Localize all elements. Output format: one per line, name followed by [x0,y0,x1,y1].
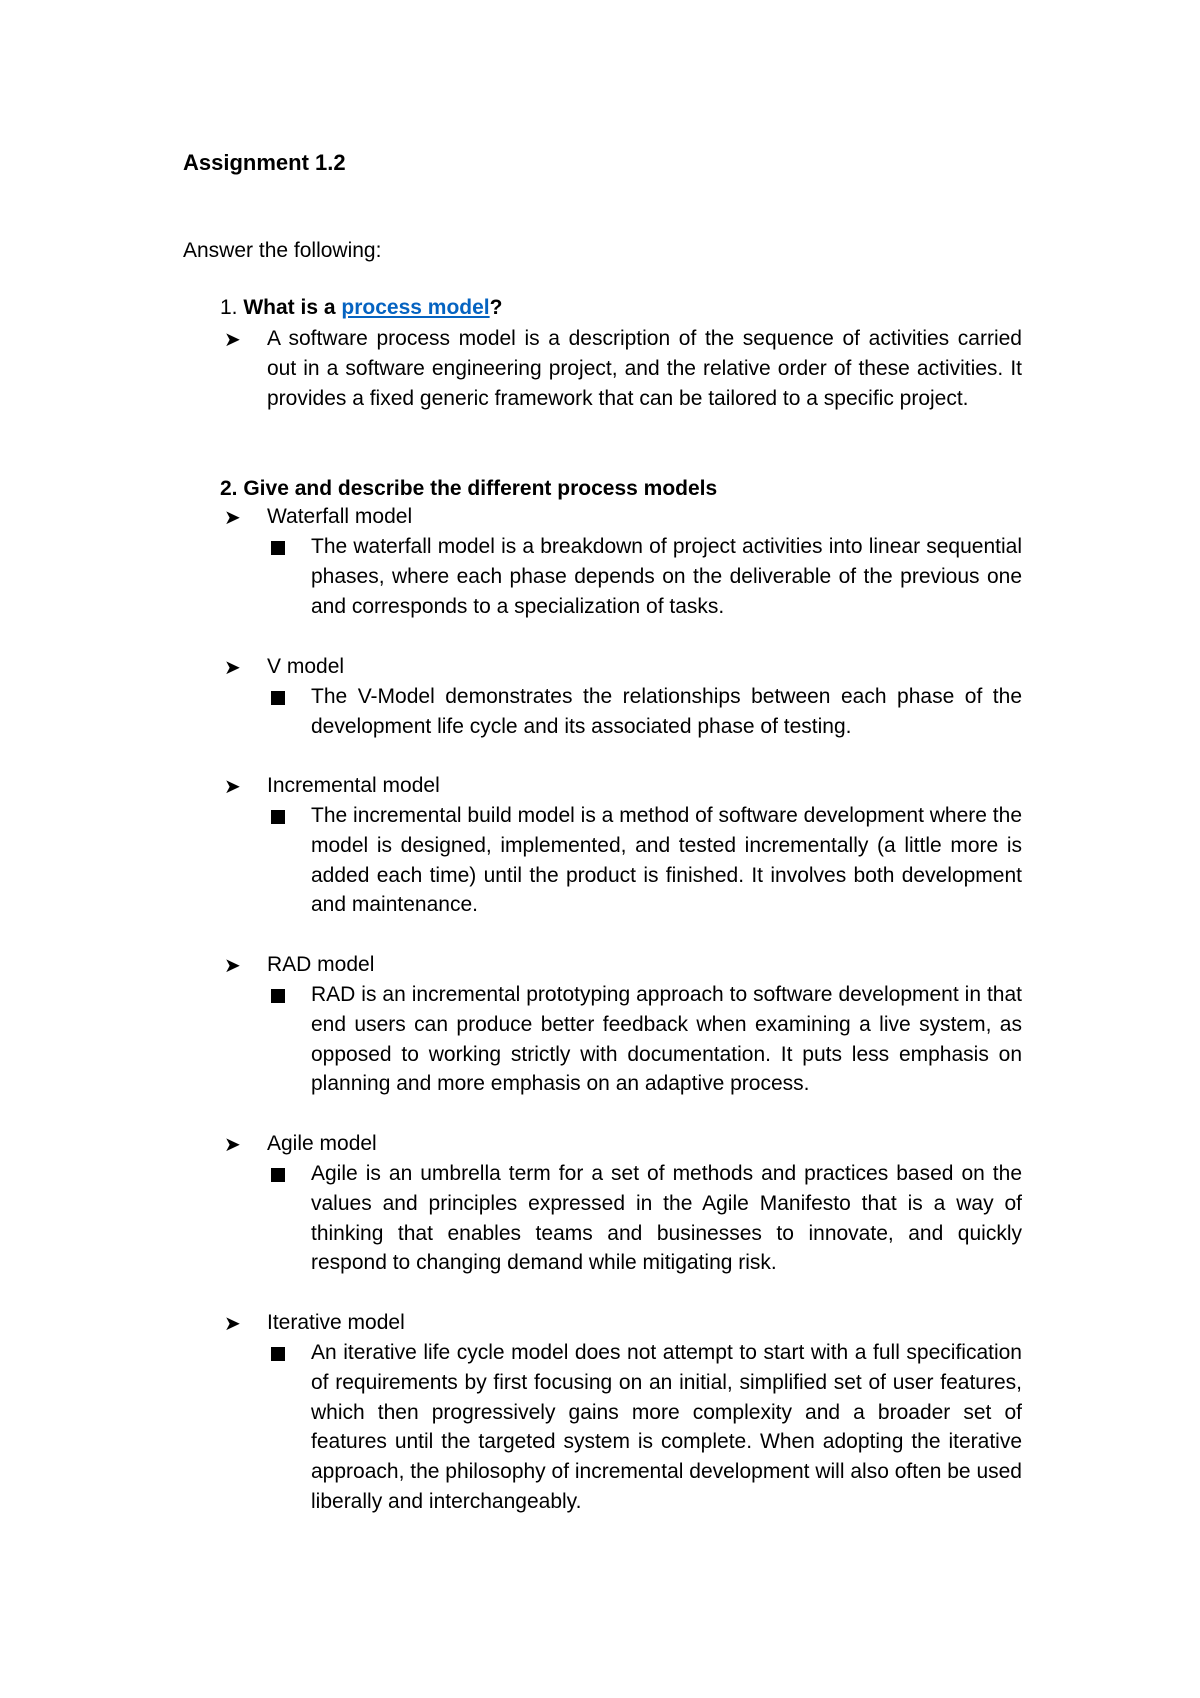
arrowhead-bullet-icon: ➤ [224,329,241,351]
question-1 [220,296,502,320]
model-name-v: V model [267,655,345,678]
process-model-link[interactable]: process model [341,296,490,319]
model-name-rad: RAD model [267,953,375,976]
arrowhead-bullet-icon: ➤ [224,955,241,977]
question-1-prefix: What is a [243,296,342,319]
model-description-agile: Agile is an umbrella term for a set of methods and practices based on the values and principles expressed in the Agile Manifesto that is a way of thinking that enables teams and businesses to innovate, and quickly respond to changing demand while mitigating risk. [311,1162,1022,1275]
square-bullet-icon [271,989,285,1003]
square-bullet-icon [271,1168,285,1182]
square-bullet-icon [271,691,285,705]
arrowhead-bullet-icon: ➤ [224,657,241,679]
model-name-waterfall: Waterfall model [267,505,413,528]
intro-text: Answer the following: [183,239,382,262]
model-name-agile: Agile model [267,1132,377,1155]
model-name-incremental: Incremental model [267,774,440,797]
question-1-suffix: ? [489,296,503,319]
question-1-number: 1. [220,296,238,319]
model-description-incremental: The incremental build model is a method of software development where the model is designed, implemented, and tested incrementally (a little more is added each time) until the product is finished. It involves both development and maintenance. [311,804,1022,917]
model-description-v: The V-Model demonstrates the relationships between each phase of the development life cycle and its associated phase of testing. [311,685,1022,738]
arrowhead-bullet-icon: ➤ [224,776,241,798]
question-2: 2. Give and describe the different process models [220,477,718,500]
square-bullet-icon [271,1347,285,1361]
arrowhead-bullet-icon: ➤ [224,1134,241,1156]
question-1-answer: A software process model is a description of the sequence of activities carried out in a software engineering project, and the relative order of these activities. It provides a fixed generic framework that can be tailored to a specific project. [267,327,1022,410]
document-title: Assignment 1.2 [183,150,346,175]
arrowhead-bullet-icon: ➤ [224,1313,241,1335]
arrowhead-bullet-icon: ➤ [224,507,241,529]
model-name-iterative: Iterative model [267,1311,405,1334]
square-bullet-icon [271,810,285,824]
model-description-iterative: An iterative life cycle model does not attempt to start with a full specification of requirements by first focusing on an initial, simplified set of user features, which then progressively gains more complexity and a broader set of features until the targeted system is complete. When adopting the iterative approach, the philosophy of incremental development will also often be used liberally and interchangeably. [311,1341,1022,1513]
square-bullet-icon [271,541,285,555]
model-description-rad: RAD is an incremental prototyping approach to software development in that end users can produce better feedback when examining a live system, as opposed to working strictly with documentation. It puts less emphasis on planning and more emphasis on an adaptive process. [311,983,1022,1096]
model-description-waterfall: The waterfall model is a breakdown of project activities into linear sequential phases, where each phase depends on the deliverable of the previous one and corresponds to a specialization of tasks. [311,535,1022,618]
